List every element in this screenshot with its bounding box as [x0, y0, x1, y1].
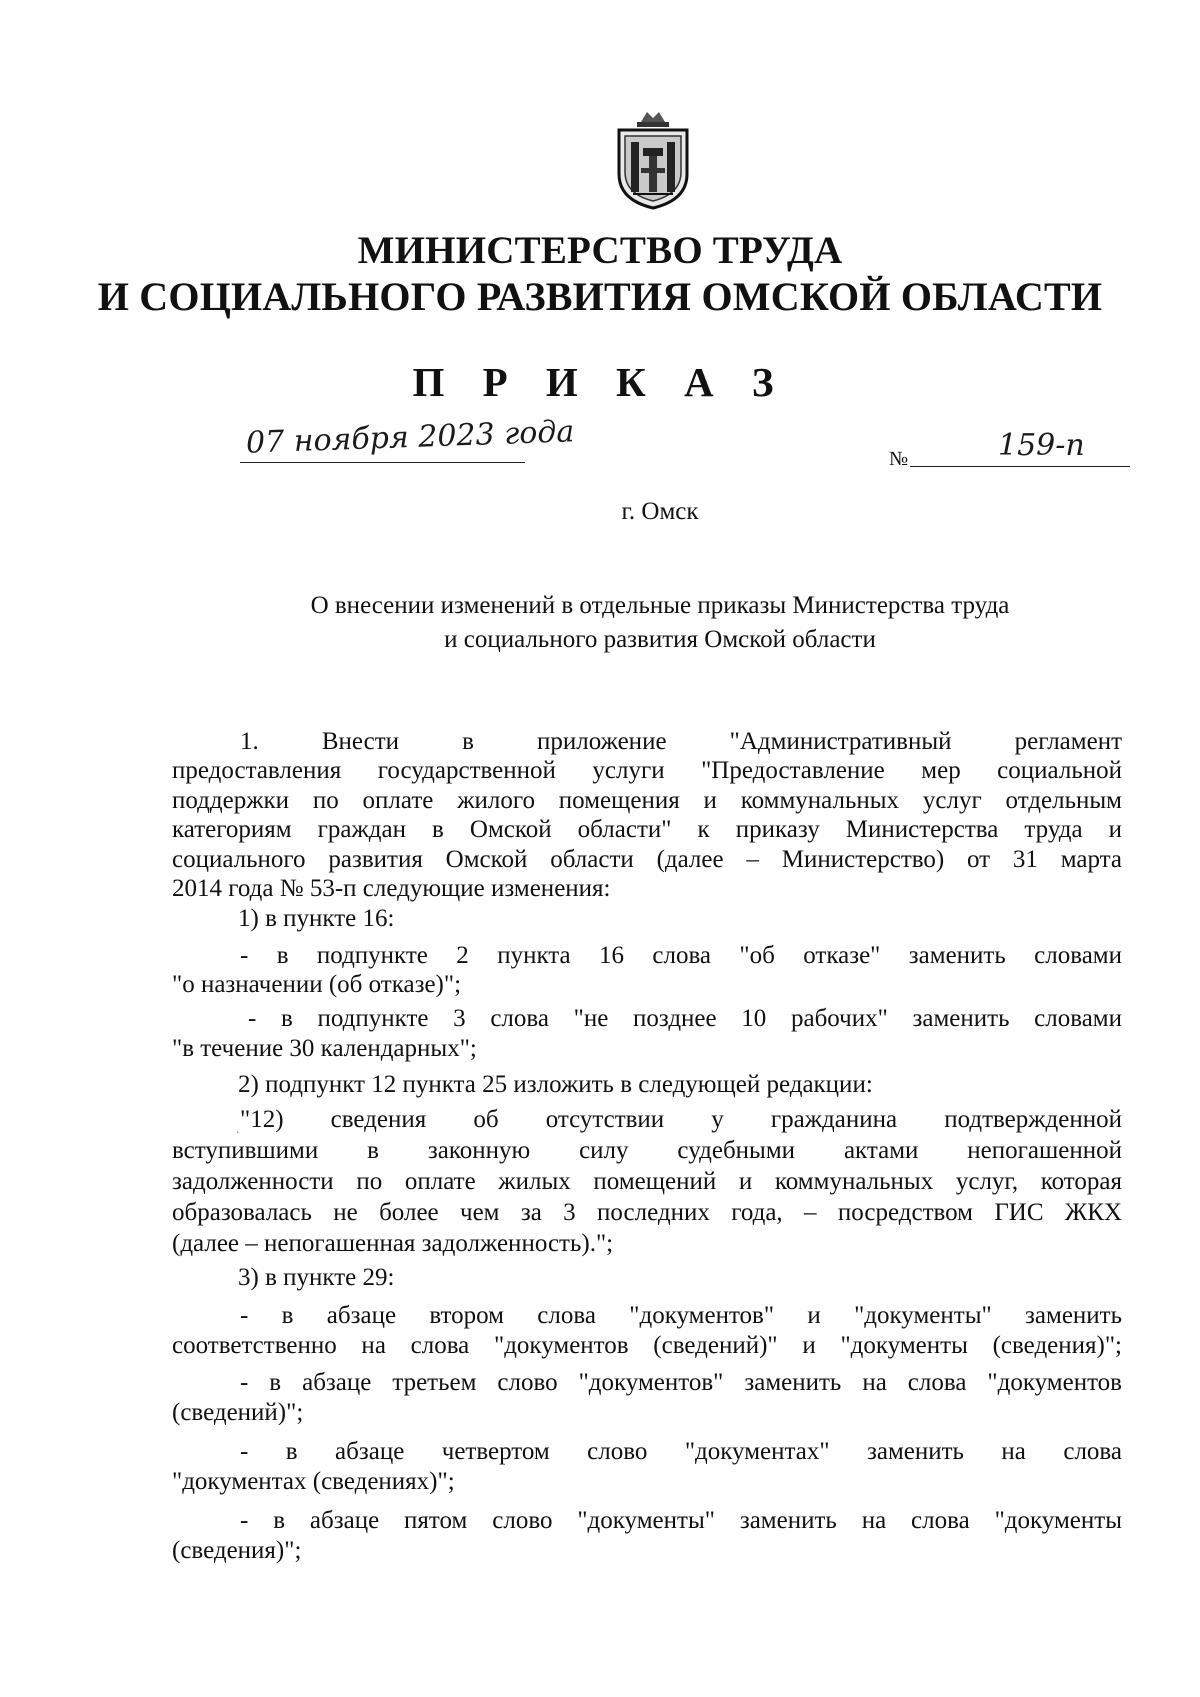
number-underline: [910, 466, 1130, 467]
body-line: - в абзаце пятом слово "документы" заменить на слова "документы: [240, 1507, 1122, 1534]
body-line: - в подпункте 2 пункта 16 слова "об отказе" заменить словами: [240, 942, 1122, 969]
coat-of-arms-emblem: [611, 108, 695, 210]
body-line: - в абзаце втором слова "документов" и "документы" заменить: [240, 1302, 1122, 1329]
subject-line-1: О внесении изменений в отдельные приказы Министерства труда: [310, 592, 1010, 619]
body-line: 2014 года № 53-п следующие изменения:: [172, 875, 611, 902]
body-line: образовалась не более чем за 3 последних года, – посредством ГИС ЖКХ: [172, 1199, 1122, 1226]
body-line: "документах (сведениях)";: [172, 1468, 455, 1495]
ministry-name-line-1: МИНИСТЕРСТВО ТРУДА: [357, 229, 843, 272]
body-line: "12) сведения об отсутствии у гражданина подтвержденной: [240, 1106, 1122, 1133]
body-line: предоставления государственной услуги "Предоставление мер социальной: [172, 757, 1122, 784]
number-label: №: [889, 448, 909, 470]
body-line: (далее – непогашенная задолженность).";: [172, 1230, 614, 1257]
city-name: г. Омск: [621, 498, 699, 525]
ministry-name-line-2: И СОЦИАЛЬНОГО РАЗВИТИЯ ОМСКОЙ ОБЛАСТИ: [97, 274, 1103, 319]
order-number-handwritten: 159-п: [998, 428, 1085, 463]
body-line: (сведений)";: [172, 1399, 304, 1426]
body-line: (сведения)";: [172, 1537, 302, 1564]
body-line: задолженности по оплате жилых помещений и коммунальных услуг, которая: [172, 1168, 1122, 1195]
body-line: поддержки по оплате жилого помещения и коммунальных услуг отдельным: [172, 787, 1122, 814]
body-line: вступившими в законную силу судебными актами непогашенной: [172, 1137, 1122, 1164]
body-line: 3) в пункте 29:: [238, 1264, 395, 1291]
scan-speck: .: [236, 1122, 240, 1137]
body-line: - в абзаце третьем слово "документов" заменить на слова "документов: [240, 1369, 1122, 1396]
body-line: "о назначении (об отказе)";: [172, 971, 462, 998]
body-line: "в течение 30 календарных";: [172, 1035, 477, 1062]
body-line: категориям граждан в Омской области" к приказу Министерства труда и: [172, 816, 1122, 843]
body-line: 1. Внести в приложение "Административный регламент: [240, 728, 1122, 755]
body-line: социального развития Омской области (далее – Министерство) от 31 марта: [172, 846, 1122, 873]
body-line: - в подпункте 3 слова "не позднее 10 рабочих" заменить словами: [248, 1005, 1122, 1032]
order-date-handwritten: 07 ноября 2023 года: [245, 414, 575, 461]
body-line: 2) подпункт 12 пункта 25 изложить в следующей редакции:: [238, 1071, 873, 1098]
body-line: 1) в пункте 16:: [238, 905, 395, 932]
order-title: П Р И К А З: [412, 359, 788, 405]
subject-line-2: и социального развития Омской области: [444, 626, 876, 653]
body-line: - в абзаце четвертом слово "документах" заменить на слова: [240, 1438, 1122, 1465]
date-underline: [240, 462, 525, 463]
body-line: соответственно на слова "документов (сведений)" и "документы (сведения)";: [172, 1332, 1122, 1359]
